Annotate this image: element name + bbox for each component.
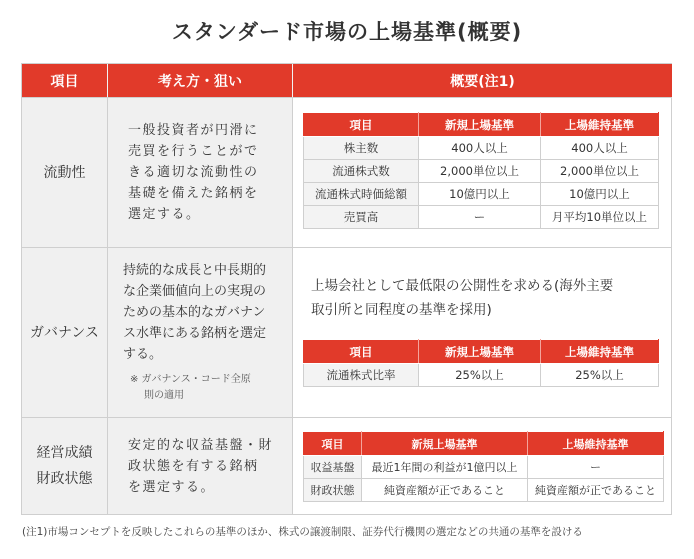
liquidity-summary bbox=[293, 98, 671, 247]
col-header: 上場維持基準 bbox=[541, 113, 659, 137]
performance-idea bbox=[108, 418, 293, 514]
table-row bbox=[304, 160, 659, 183]
header-idea: 考え方・狙い bbox=[108, 64, 293, 97]
cell-value: ー bbox=[419, 206, 541, 229]
liquidity-subtable bbox=[303, 112, 659, 229]
cell-value: 400人以上 bbox=[541, 137, 659, 160]
row-label: 売買高 bbox=[304, 206, 419, 229]
governance-idea bbox=[108, 248, 293, 417]
liquidity-label: 流動性 bbox=[22, 98, 108, 247]
note-line: ※ ガバナンス・コード全原 bbox=[130, 374, 251, 385]
idea-line: 基礎を備えた銘柄を bbox=[128, 186, 259, 201]
table-row bbox=[304, 137, 659, 160]
governance-summary-text bbox=[311, 274, 661, 322]
row-liquidity bbox=[22, 97, 671, 247]
governance-subtable bbox=[303, 339, 659, 387]
performance-label bbox=[22, 418, 108, 514]
idea-line: 選定する。 bbox=[128, 207, 201, 222]
cell-value: 2,000単位以上 bbox=[541, 160, 659, 183]
row-label: 流通株式比率 bbox=[304, 364, 419, 387]
summary-line: 上場会社として最低限の公開性を求める(海外主要 bbox=[311, 278, 614, 294]
cell-value: 10億円以上 bbox=[419, 183, 541, 206]
idea-line: する。 bbox=[123, 347, 163, 362]
col-header: 新規上場基準 bbox=[419, 340, 541, 364]
idea-line: 売買を行うことがで bbox=[128, 144, 259, 159]
cell-value: ー bbox=[528, 456, 664, 479]
cell-value: 純資産額が正であること bbox=[528, 479, 664, 502]
idea-line: を選定する。 bbox=[128, 480, 216, 495]
cell-value: 400人以上 bbox=[419, 137, 541, 160]
header-summary: 概要(注1) bbox=[293, 64, 672, 97]
table-row bbox=[304, 479, 664, 502]
idea-line: きる適切な流動性の bbox=[128, 165, 259, 180]
col-header: 上場維持基準 bbox=[541, 340, 659, 364]
performance-summary bbox=[293, 418, 671, 514]
col-header: 上場維持基準 bbox=[528, 432, 664, 456]
page-title: スタンダード市場の上場基準(概要) bbox=[171, 20, 523, 44]
col-header: 項目 bbox=[304, 113, 419, 137]
performance-subtable bbox=[303, 431, 664, 502]
row-label: 株主数 bbox=[304, 137, 419, 160]
idea-line: 持続的な成長と中長期的 bbox=[123, 263, 267, 278]
cell-value: 25%以上 bbox=[541, 364, 659, 387]
col-header: 新規上場基準 bbox=[362, 432, 528, 456]
subtable-header bbox=[304, 113, 659, 137]
row-label: 財政状態 bbox=[304, 479, 362, 502]
note-line: 則の適用 bbox=[144, 390, 184, 401]
cell-value: 2,000単位以上 bbox=[419, 160, 541, 183]
governance-label: ガバナンス bbox=[22, 248, 108, 417]
header-item: 項目 bbox=[22, 64, 108, 97]
row-label: 流通株式数 bbox=[304, 160, 419, 183]
row-governance bbox=[22, 247, 671, 417]
subtable-header bbox=[304, 432, 664, 456]
cell-value: 純資産額が正であること bbox=[362, 479, 528, 502]
idea-line: 安定的な収益基盤・財 bbox=[128, 438, 274, 453]
table-row bbox=[304, 456, 664, 479]
row-performance bbox=[22, 417, 671, 514]
col-header: 項目 bbox=[304, 432, 362, 456]
criteria-table bbox=[21, 63, 672, 515]
cell-value: 25%以上 bbox=[419, 364, 541, 387]
idea-line: 一般投資者が円滑に bbox=[128, 123, 259, 138]
row-label: 流通株式時価総額 bbox=[304, 183, 419, 206]
label-line: 経営成績 bbox=[36, 445, 93, 461]
table-row bbox=[304, 364, 659, 387]
subtable-header bbox=[304, 340, 659, 364]
governance-summary bbox=[293, 248, 671, 417]
idea-line: な企業価値向上の実現の bbox=[123, 284, 267, 299]
cell-value: 最近1年間の利益が1億円以上 bbox=[362, 456, 528, 479]
col-header: 新規上場基準 bbox=[419, 113, 541, 137]
idea-line: ための基本的なガバナン bbox=[123, 305, 266, 320]
footnote: (注1)市場コンセプトを反映したこれらの基準のほか、株式の譲渡制限、証券代行機関の選定などの共通の基準を設ける bbox=[22, 526, 583, 538]
cell-value: 月平均10単位以上 bbox=[541, 206, 659, 229]
idea-line: ス水準にある銘柄を選定 bbox=[123, 326, 267, 341]
idea-line: 政状態を有する銘柄 bbox=[128, 459, 259, 474]
col-header: 項目 bbox=[304, 340, 419, 364]
cell-value: 10億円以上 bbox=[541, 183, 659, 206]
label-line: 財政状態 bbox=[36, 471, 93, 487]
table-row bbox=[304, 183, 659, 206]
summary-line: 取引所と同程度の基準を採用) bbox=[311, 302, 492, 318]
table-row bbox=[304, 206, 659, 229]
row-label: 収益基盤 bbox=[304, 456, 362, 479]
liquidity-idea bbox=[108, 98, 293, 247]
